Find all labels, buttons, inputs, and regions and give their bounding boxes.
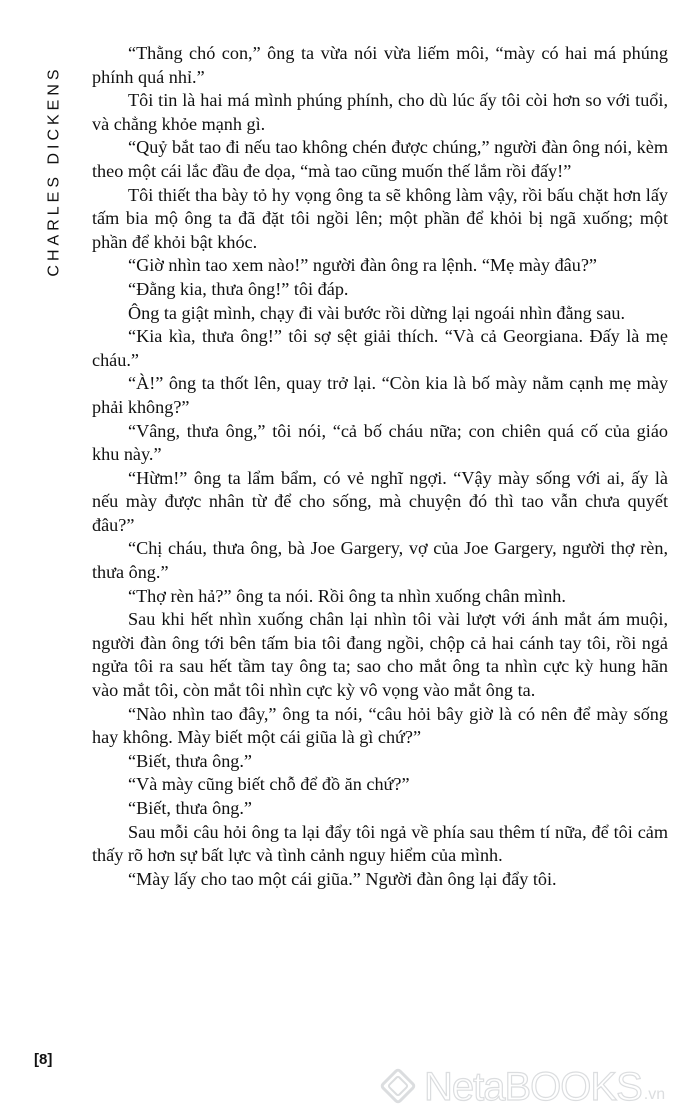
- paragraph: “Và mày cũng biết chỗ để đồ ăn chứ?”: [128, 774, 410, 795]
- paragraph: “Đằng kia, thưa ông!” tôi đáp.: [128, 278, 349, 299]
- page-number: [8]: [34, 1051, 53, 1068]
- paragraph: “Quỷ bắt tao đi nếu tao không chén được chúng,” người đàn ông nói, kèm theo một cái lắc đầu đe dọa, “mà tao cũng muốn thế lắm rồi đấy!”: [92, 137, 668, 181]
- body-text: [92, 42, 668, 891]
- paragraph: Ông ta giật mình, chạy đi vài bước rồi dừng lại ngoái nhìn đằng sau.: [128, 302, 626, 323]
- paragraph: “Kia kìa, thưa ông!” tôi sợ sệt giải thích. “Và cả Georgiana. Đấy là mẹ cháu.”: [92, 326, 668, 370]
- netabooks-logo-icon: [380, 1068, 420, 1108]
- paragraph: “À!” ông ta thốt lên, quay trở lại. “Còn kia là bố mày nằm cạnh mẹ mày phải không?”: [92, 373, 668, 417]
- running-head-text: CHARLES DICKENS: [46, 65, 63, 277]
- paragraph: “Biết, thưa ông.”: [128, 750, 253, 771]
- paragraph: “Biết, thưa ông.”: [128, 798, 253, 818]
- paragraph: Sau mỗi câu hỏi ông ta lại đẩy tôi ngả về phía sau thêm tí nữa, để tôi cảm thấy rõ hơn sự bất lực và tình cảnh nguy hiểm của mình.: [92, 821, 668, 866]
- paragraph: “Vâng, thưa ông,” tôi nói, “cả bố cháu nữa; con chiên quá cố của giáo khu này.”: [92, 420, 668, 465]
- paragraph: Sau khi hết nhìn xuống chân lại nhìn tôi vài lượt với ánh mắt ám muội, người đàn ông tới bên tấm bia tôi đang ngồi, chộp cả hai cánh tay tôi, rồi ngả ngửa tôi ra sau hết tầm tay ông ta; sao cho mắt ông ta nhìn cực kỳ hung hãn vào mắt tôi, còn mắt tôi nhìn cực kỳ vô vọng vào mắt ông ta.: [92, 609, 668, 701]
- watermark: [380, 1065, 665, 1110]
- paragraph: “Chị cháu, thưa ông, bà Joe Gargery, vợ của Joe Gargery, người thợ rèn, thưa ông.”: [92, 538, 668, 583]
- paragraph: “Giờ nhìn tao xem nào!” người đàn ông ra lệnh. “Mẹ mày đâu?”: [128, 255, 597, 276]
- paragraph: “Thợ rèn hả?” ông ta nói. Rồi ông ta nhìn xuống chân mình.: [128, 585, 566, 606]
- paragraph: “Thằng chó con,” ông ta vừa nói vừa liếm môi, “mày có hai má phúng phính quá nhỉ.”: [92, 43, 668, 87]
- paragraph: “Hừm!” ông ta lẩm bẩm, có vẻ nghĩ ngợi. “Vậy mày sống với ai, ấy là nếu mày được nhân từ để cho sống, mà chuyện đó thì tao vẫn chưa quyết đâu?”: [92, 467, 668, 535]
- paragraph: Tôi tin là hai má mình phúng phính, cho dù lúc ấy tôi còi hơn so với tuổi, và chẳng khỏe mạnh gì.: [92, 90, 668, 134]
- watermark-text: NetaBOOKS: [424, 1065, 642, 1109]
- paragraph: “Mày lấy cho tao một cái giũa.” Người đàn ông lại đẩy tôi.: [128, 868, 557, 889]
- paragraph: Tôi thiết tha bày tỏ hy vọng ông ta sẽ không làm vậy, rồi bấu chặt hơn lấy tấm bia mộ ông ta đã đặt tôi ngồi lên; một phần để khỏi bị ngã xuống; một phần để khỏi bật khóc.: [92, 184, 668, 252]
- paragraph: “Nào nhìn tao đây,” ông ta nói, “câu hỏi bây giờ là có nên để mày sống hay không. Mày biết một cái giũa là gì chứ?”: [92, 703, 668, 748]
- watermark-suffix: .vn: [643, 1085, 666, 1103]
- running-head: [40, 46, 70, 296]
